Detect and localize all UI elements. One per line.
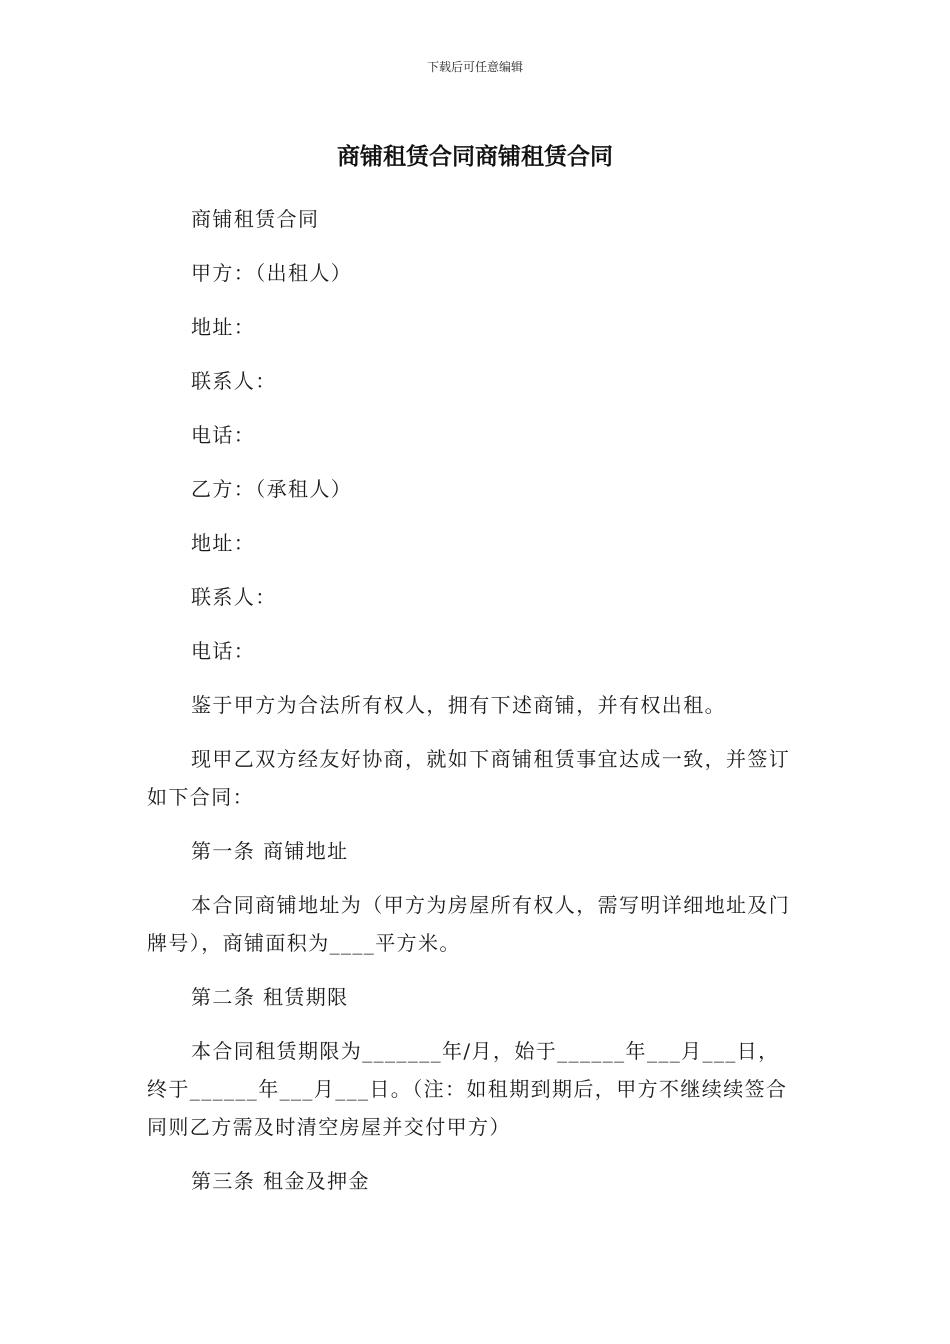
paragraph-party-b-phone: 电话： xyxy=(191,639,256,663)
paragraph-party-a-phone: 电话： xyxy=(191,423,256,447)
article-1-heading: 第一条 商铺地址 xyxy=(191,839,349,863)
article-2-body: 本合同租赁期限为_______年/月，始于______年___月___日，终于______年___月___日。（注：如租期到期后，甲方不继续续签合同则乙方需及时清空房屋并交付甲方） xyxy=(147,1039,788,1139)
paragraph-party-a-contact: 联系人： xyxy=(191,369,277,393)
paragraph-party-b: 乙方：（承租人） xyxy=(191,477,353,501)
paragraph-recital: 鉴于甲方为合法所有权人，拥有下述商铺，并有权出租。 xyxy=(191,693,726,717)
paragraph-party-b-address: 地址： xyxy=(191,531,256,555)
paragraph-subtitle: 商铺租赁合同 xyxy=(191,207,320,231)
article-3-heading: 第三条 租金及押金 xyxy=(191,1169,370,1193)
paragraph-party-a: 甲方：（出租人） xyxy=(191,261,353,285)
article-2-heading: 第二条 租赁期限 xyxy=(191,985,349,1009)
document-body xyxy=(147,200,797,1200)
paragraph-agreement: 现甲乙双方经友好协商，就如下商铺租赁事宜达成一致，并签订如下合同： xyxy=(147,747,791,809)
article-1-body: 本合同商铺地址为（甲方为房屋所有权人，需写明详细地址及门牌号），商铺面积为____平方米。 xyxy=(147,893,791,955)
paragraph-party-b-contact: 联系人： xyxy=(191,585,277,609)
document-title: 商铺租赁合同商铺租赁合同 xyxy=(337,144,613,170)
header-note: 下载后可任意编辑 xyxy=(426,60,523,74)
paragraph-party-a-address: 地址： xyxy=(191,315,256,339)
